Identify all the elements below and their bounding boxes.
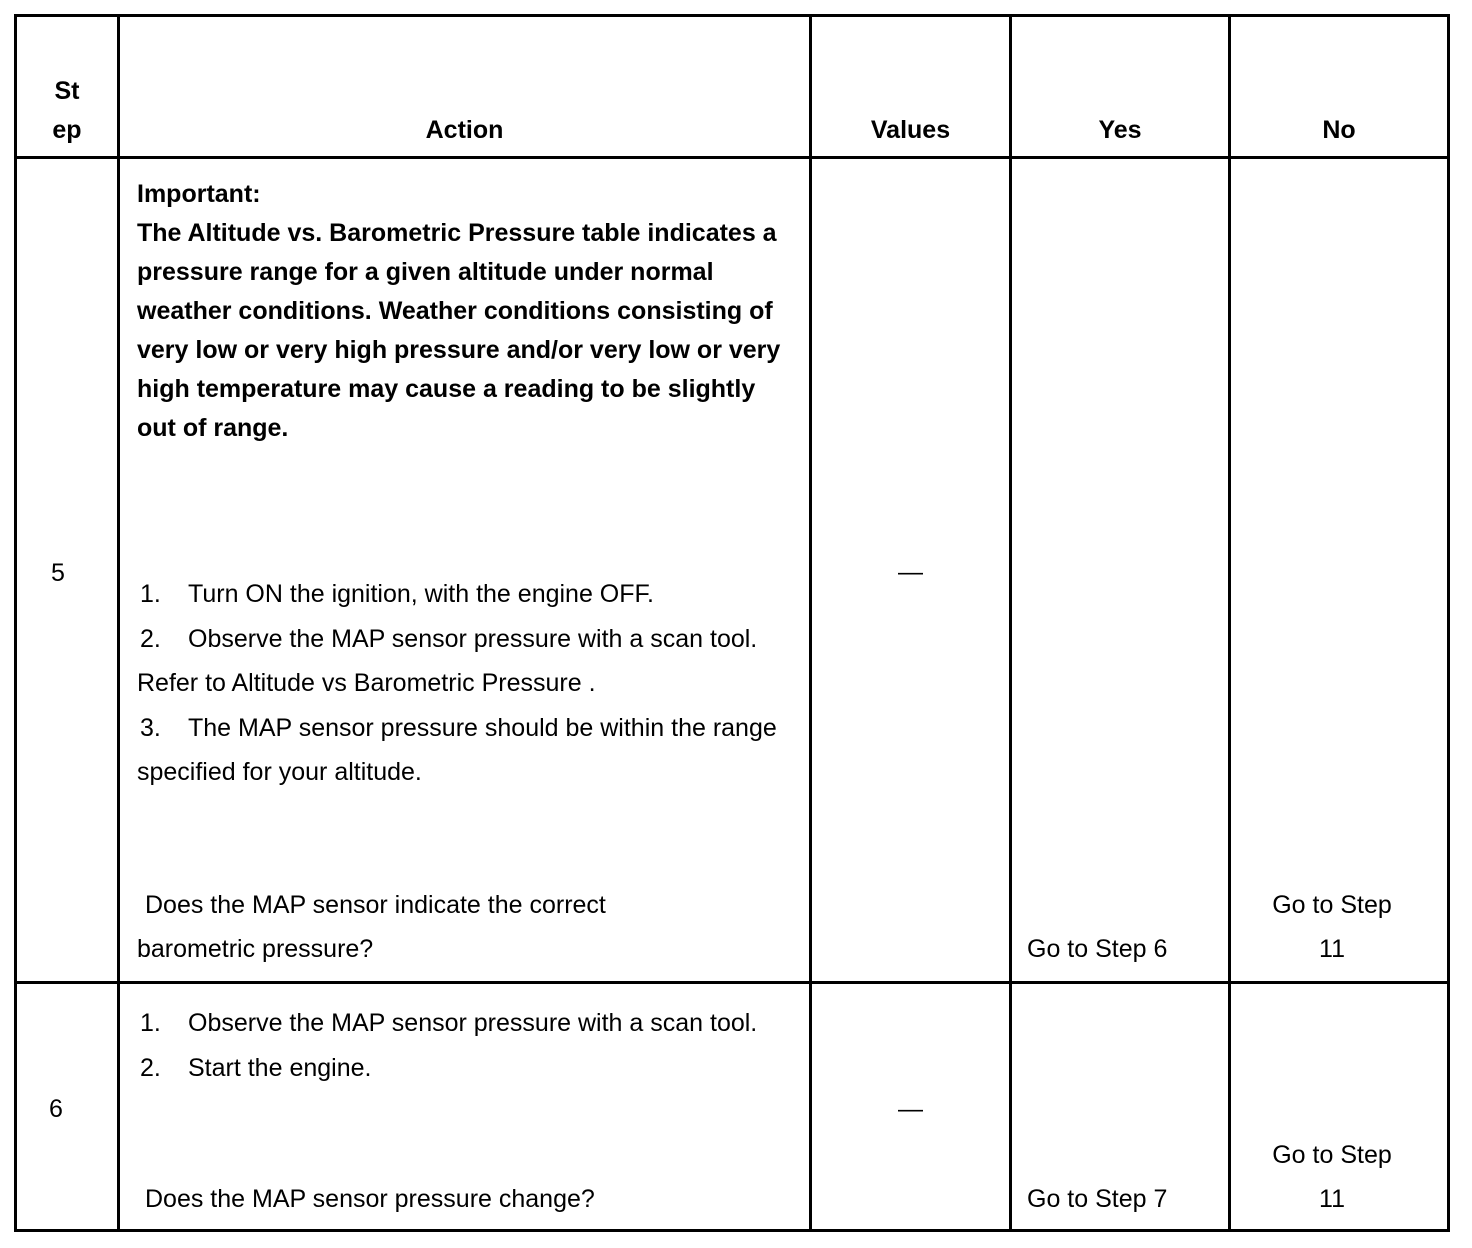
values-cell: — — [898, 558, 923, 586]
diagnostic-table — [14, 14, 1450, 1232]
header-yes: Yes — [1098, 116, 1142, 144]
question-text: Does the MAP sensor indicate the correct barometric pressure? — [137, 891, 606, 963]
header-step: St ep — [52, 77, 82, 144]
column-divider — [809, 17, 812, 1229]
important-note — [137, 175, 787, 448]
column-divider — [117, 17, 120, 1229]
procedure-list — [137, 572, 777, 795]
header-no: No — [1322, 116, 1356, 144]
row-divider — [17, 156, 1447, 159]
list-item: 3. The MAP sensor pressure should be within the range specified for your altitude. — [137, 713, 777, 786]
step-number: 5 — [51, 559, 65, 587]
list-item: 2. Start the engine. — [140, 1053, 372, 1082]
list-item: 1. Turn ON the ignition, with the engine OFF. — [140, 580, 654, 608]
column-divider — [1009, 17, 1012, 1229]
yes-cell: Go to Step 6 — [1027, 935, 1168, 963]
row-divider — [17, 981, 1447, 984]
header-action: Action — [425, 116, 504, 144]
procedure-list — [137, 1001, 777, 1090]
step-number: 6 — [49, 1095, 63, 1123]
column-divider — [1228, 17, 1231, 1229]
no-cell: Go to Step 11 — [1272, 891, 1392, 963]
question-text: Does the MAP sensor pressure change? — [145, 1185, 595, 1213]
values-cell: — — [898, 1095, 923, 1123]
list-item: 1. Observe the MAP sensor pressure with a scan tool. — [140, 1009, 758, 1037]
no-cell: Go to Step 11 — [1272, 1141, 1392, 1213]
header-values: Values — [870, 116, 951, 144]
important-label: Important: — [137, 180, 261, 208]
list-item: 2. Observe the MAP sensor pressure with a scan tool. Refer to Altitude vs Barometric Pressure . — [137, 624, 758, 697]
important-text: The Altitude vs. Barometric Pressure table indicates a pressure range for a given altitude under normal weather conditions. Weather conditions consisting of very low or very high pressure and/or very low or very high temperature may cause a reading to be slightly out of range. — [137, 219, 781, 442]
yes-cell: Go to Step 7 — [1027, 1185, 1168, 1213]
